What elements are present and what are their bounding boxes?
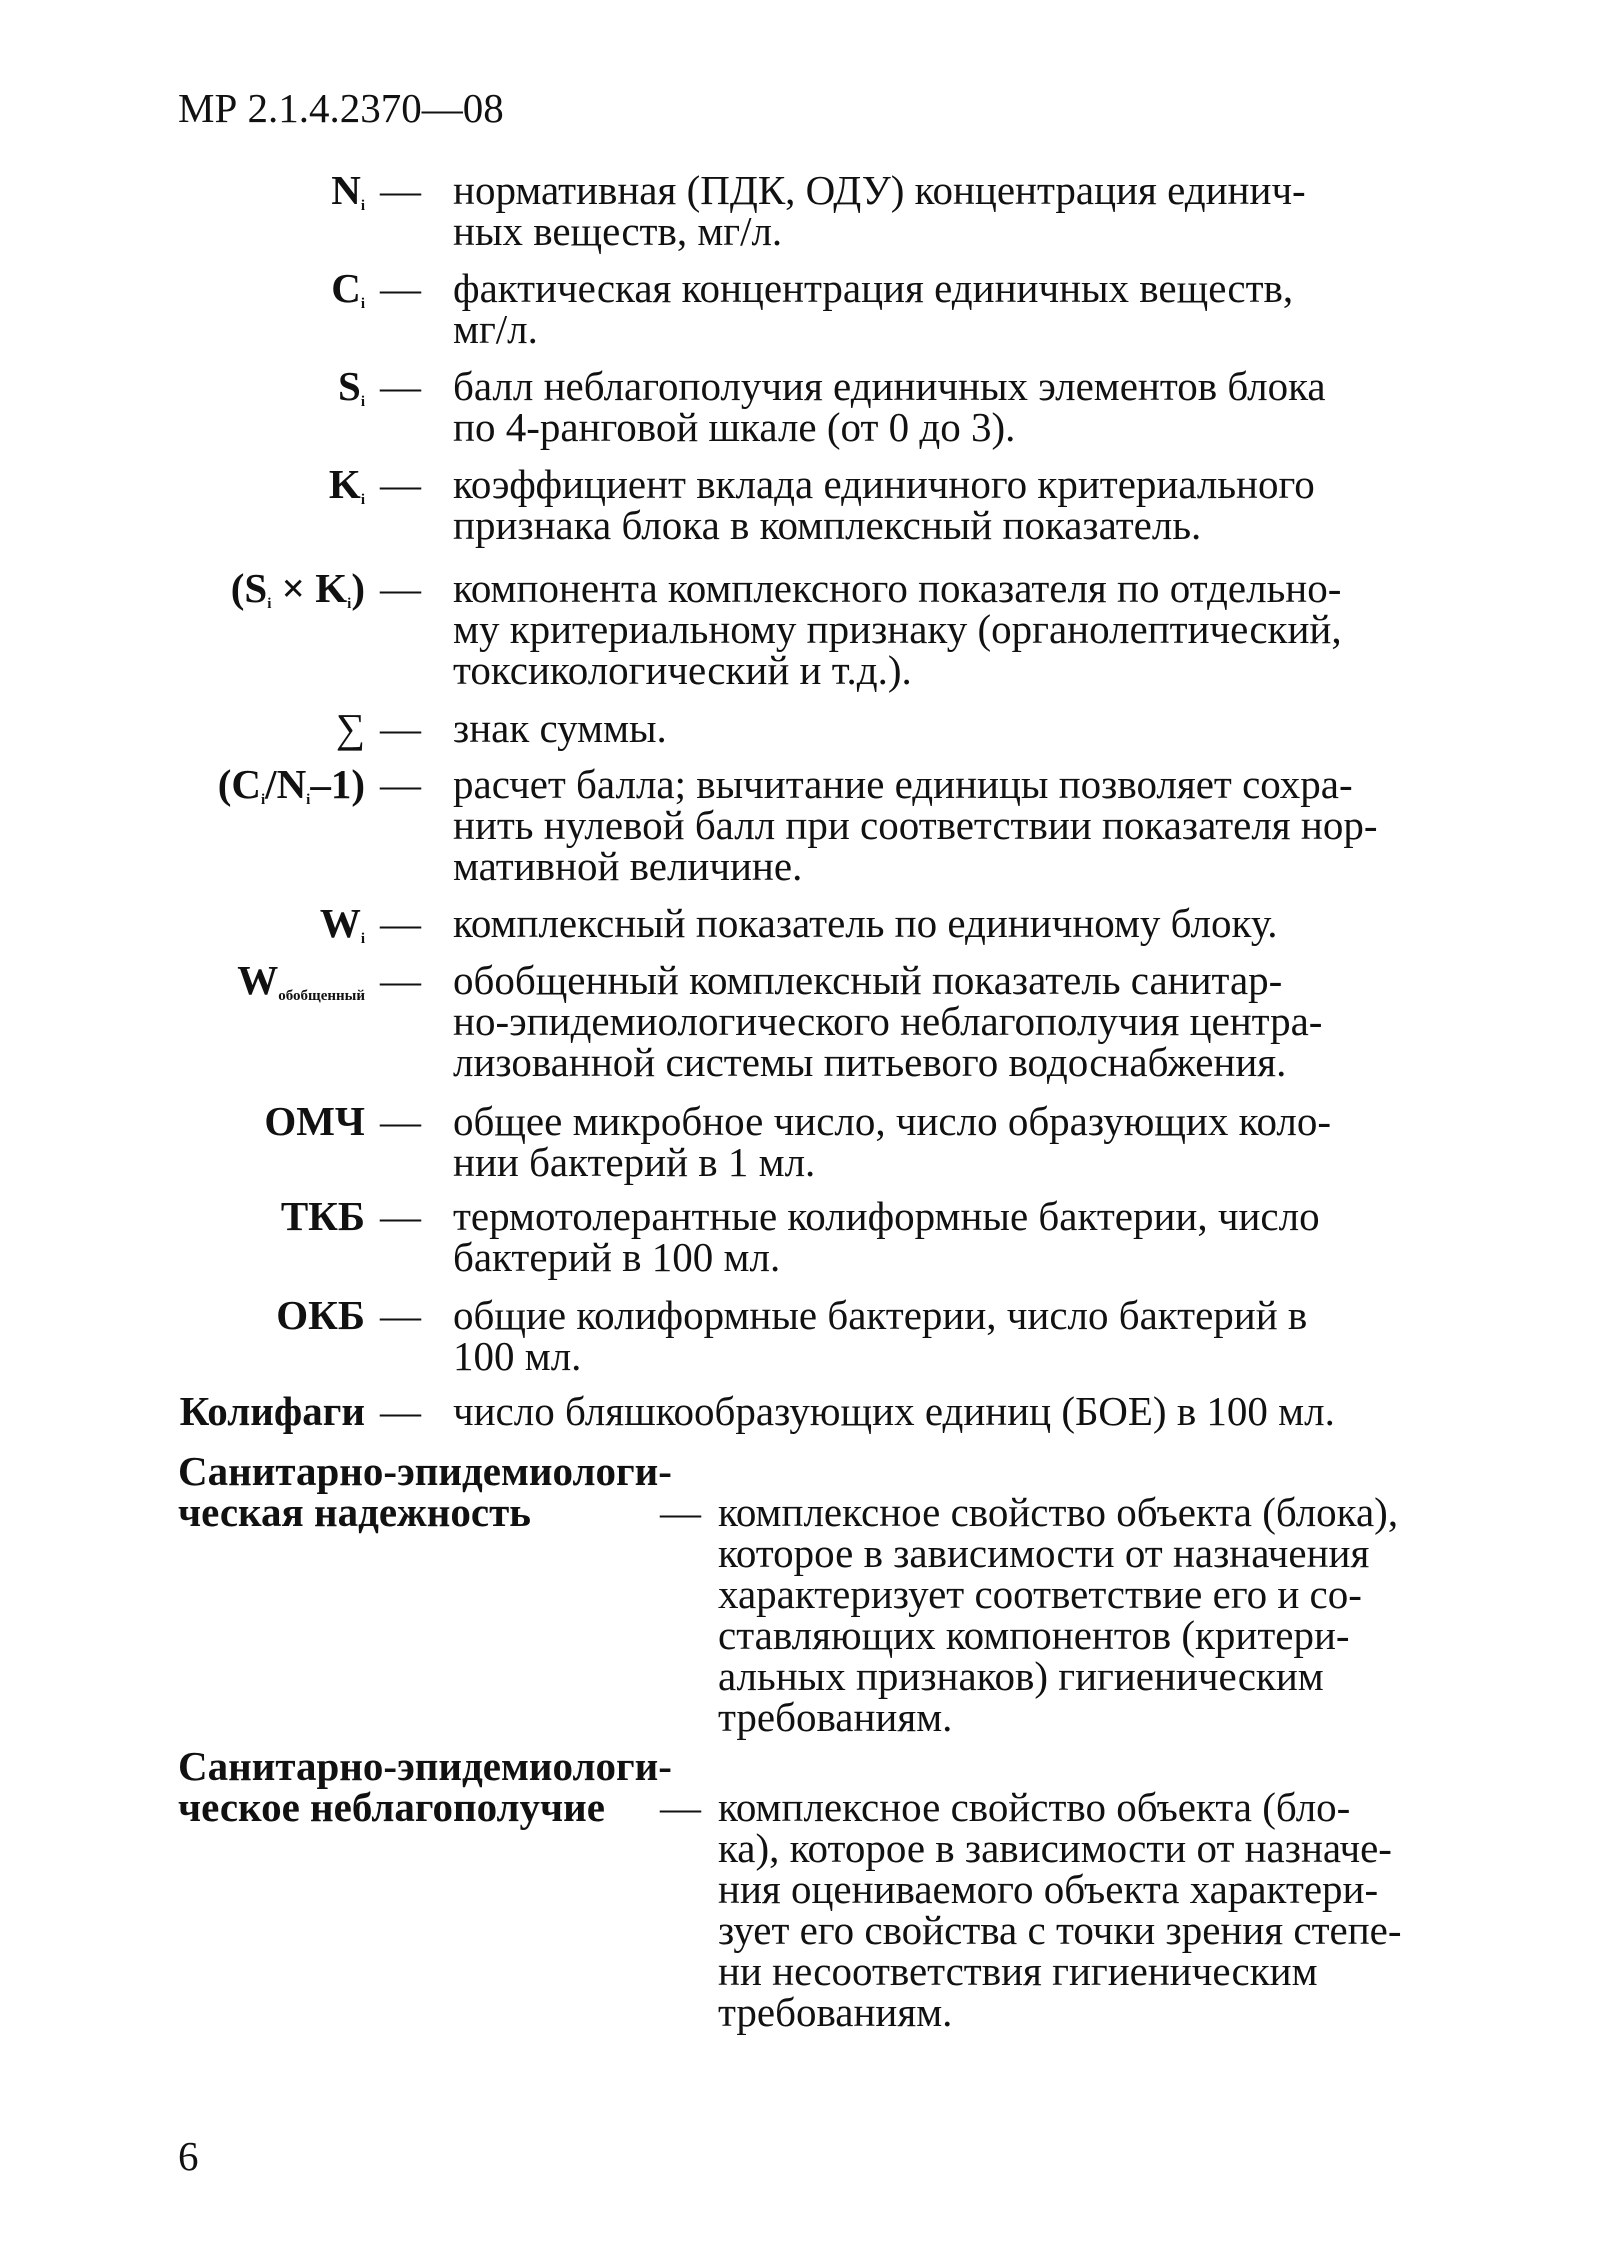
- definition-text: обобщенный комплексный показатель санитар- но-эпидемиологического неблагополучия центра- лизованной системы питьевого водоснабжения.: [453, 957, 1323, 1085]
- definition-dash: —: [380, 265, 421, 311]
- definition-text: знак суммы.: [453, 705, 667, 751]
- long-definition-text: комплексное свойство объекта (блока), которое в зависимости от назначения характеризует соответствие его и со- ставляющих компонентов (критери- альных признаков) гигиеническим требованиям.: [718, 1489, 1399, 1740]
- document-code-header: МР 2.1.4.2370—08: [178, 85, 504, 131]
- definition-dash: —: [380, 1388, 421, 1434]
- long-definition-text: комплексное свойство объекта (бло- ка), которое в зависимости от назначе- ния оцениваемого объекта характери- зует его свойства с точки зрения степе- ни несоответствия гигиеническим требованиям.: [718, 1784, 1402, 2035]
- definition-dash: —: [380, 900, 421, 946]
- definition-text: расчет балла; вычитание единицы позволяет сохра- нить нулевой балл при соответствии показателя нор- мативной величине.: [453, 761, 1378, 889]
- definition-text: число бляшкообразующих единиц (БОЕ) в 100 мл.: [453, 1388, 1335, 1434]
- definition-text: коэффициент вклада единичного критериального признака блока в комплексный показатель.: [453, 461, 1315, 548]
- definition-dash: —: [380, 761, 421, 807]
- definition-dash: —: [380, 957, 421, 1003]
- definition-dash: —: [380, 1098, 421, 1144]
- definition-symbol: $W_{обобщенный}$: [237, 957, 365, 1004]
- definition-symbol: $(S_i \times K_i)$: [230, 565, 365, 612]
- definition-text: общие колиформные бактерии, число бактерий в 100 мл.: [453, 1292, 1308, 1379]
- page-number: 6: [178, 2133, 199, 2179]
- definition-dash: —: [380, 705, 421, 751]
- definition-symbol: Колифаги: [179, 1388, 365, 1434]
- definition-text: общее микробное число, число образующих коло- нии бактерий в 1 мл.: [453, 1098, 1332, 1185]
- definition-symbol: $(C_i/N_i-1)$: [217, 761, 365, 808]
- definition-dash: —: [380, 167, 421, 213]
- definition-text: нормативная (ПДК, ОДУ) концентрация единич- ных веществ, мг/л.: [453, 167, 1306, 254]
- definition-text: компонента комплексного показателя по отдельно- му критериальному признаку (органолептический, токсикологический и т.д.).: [453, 565, 1342, 693]
- long-definition-term: Санитарно-эпидемиологи- ческая надежность: [178, 1448, 672, 1535]
- long-definition-term: Санитарно-эпидемиологи- ческое неблагополучие: [178, 1743, 672, 1830]
- definition-symbol: ОМЧ: [264, 1098, 365, 1144]
- definition-text: балл неблагополучия единичных элементов блока по 4-ранговой шкале (от 0 до 3).: [453, 363, 1326, 450]
- definition-symbol: $C_i$: [331, 265, 365, 312]
- sum-symbol: ∑: [335, 705, 365, 751]
- definition-dash: —: [380, 565, 421, 611]
- definition-dash: —: [380, 363, 421, 409]
- definition-symbol: $W_i$: [319, 900, 365, 947]
- definition-symbol: $S_i$: [338, 363, 365, 410]
- definition-text: термотолерантные колиформные бактерии, число бактерий в 100 мл.: [453, 1193, 1320, 1280]
- definition-dash: —: [660, 1489, 701, 1535]
- definition-dash: —: [380, 1292, 421, 1338]
- definition-symbol: ТКБ: [280, 1193, 365, 1239]
- definition-symbol: $K_i$: [328, 461, 365, 508]
- definition-dash: —: [380, 1193, 421, 1239]
- definition-dash: —: [660, 1784, 701, 1830]
- definition-text: комплексный показатель по единичному блоку.: [453, 900, 1278, 946]
- definition-dash: —: [380, 461, 421, 507]
- definition-text: фактическая концентрация единичных веществ, мг/л.: [453, 265, 1294, 352]
- definition-symbol: ОКБ: [276, 1292, 365, 1338]
- definition-symbol: $N_i$: [331, 167, 365, 214]
